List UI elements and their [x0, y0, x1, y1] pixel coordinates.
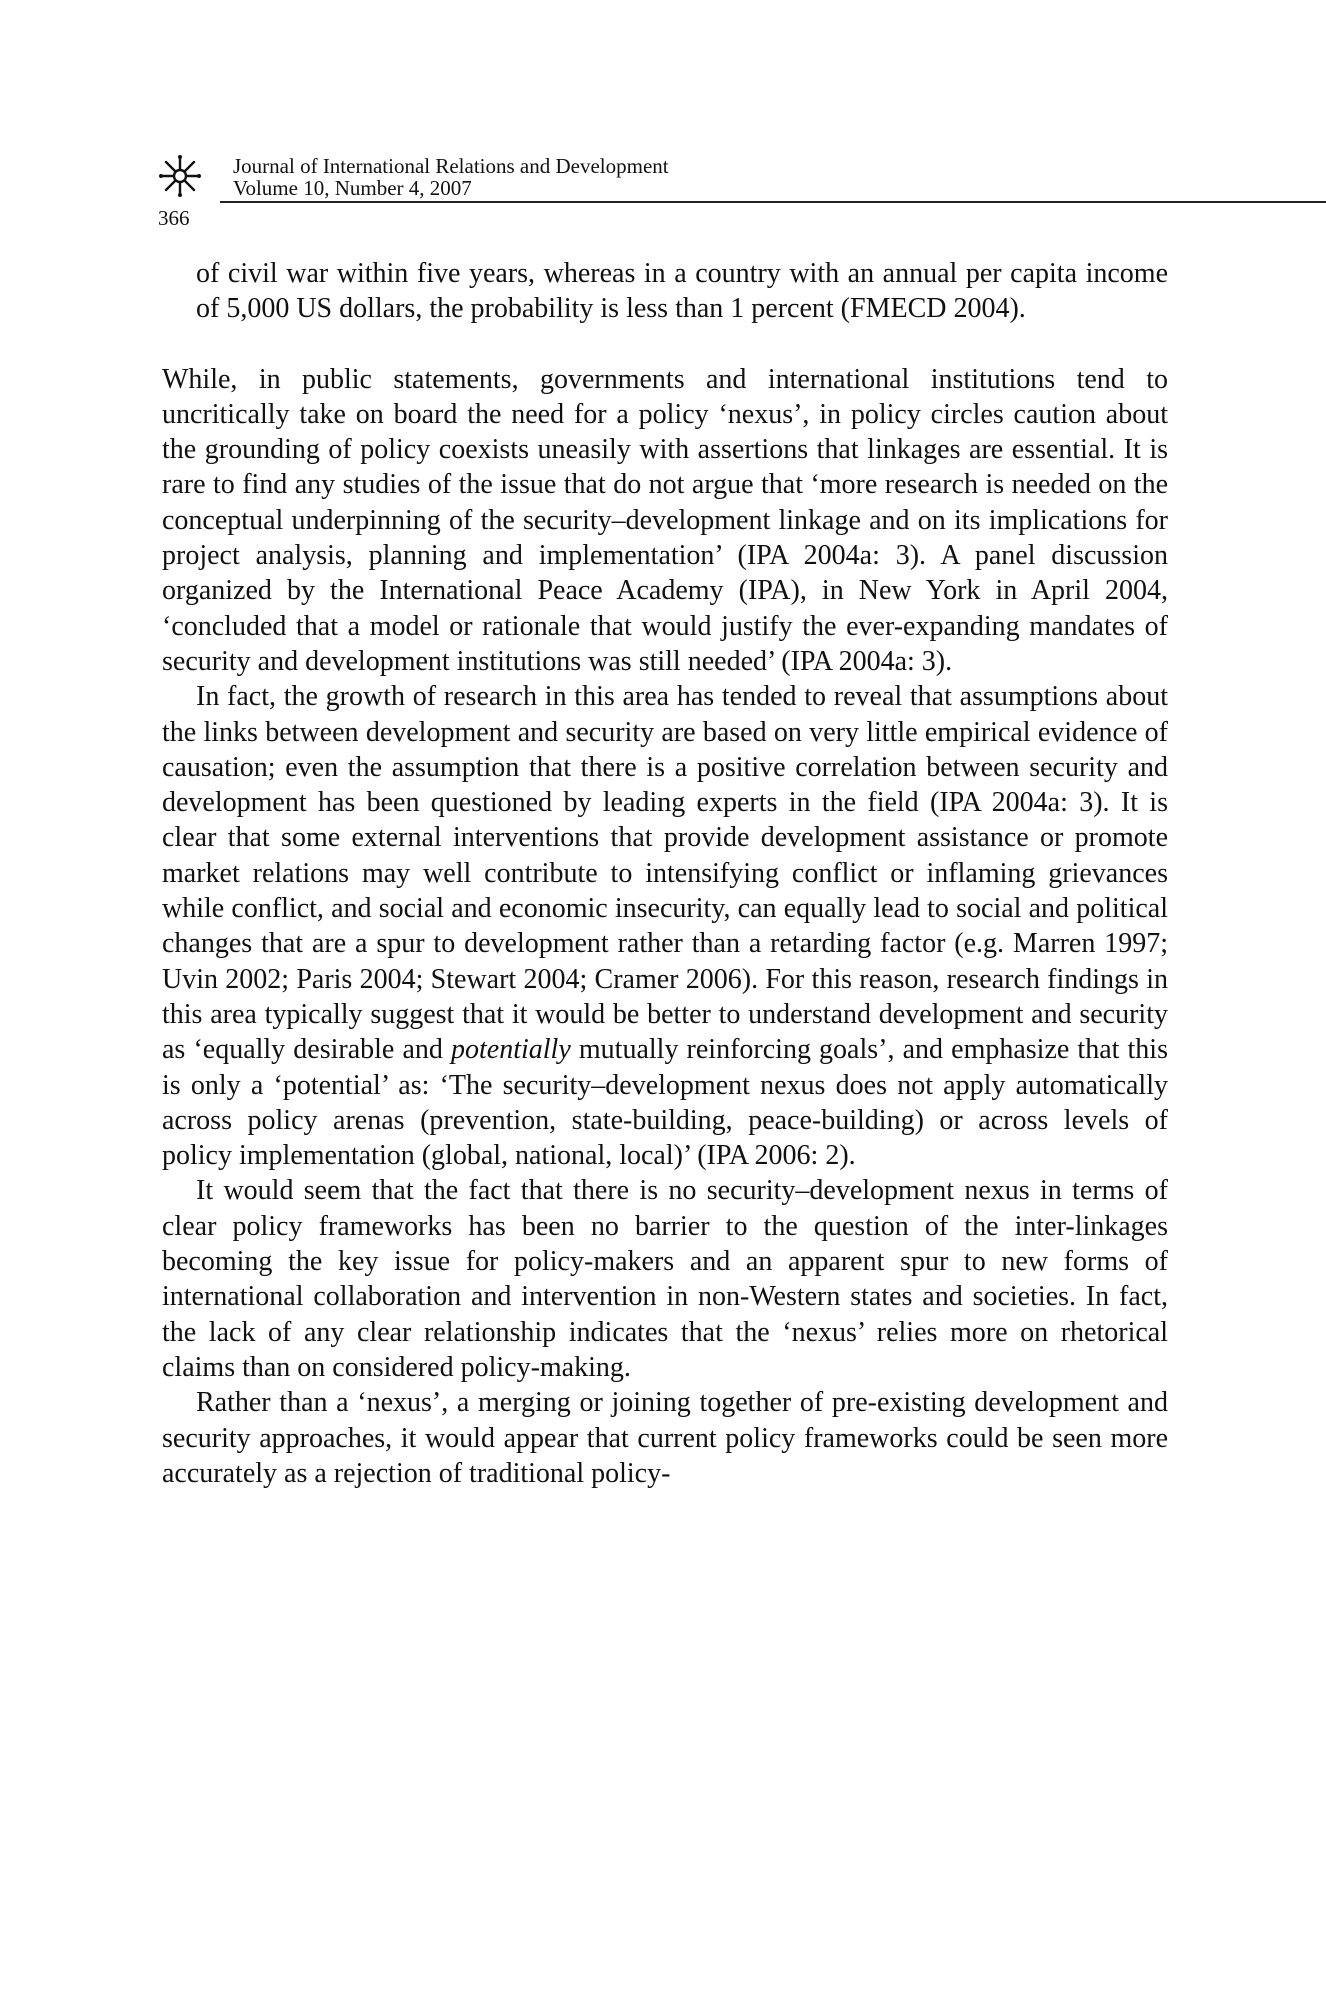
- paragraph-text: mutually reinforcing goals’, and emphasize that this is only a ‘potential’ as: ‘The security–development nexus does not apply automatically across policy arenas (prevention, state-building, peace-building) or across levels of policy implementation (global, national, local)’ (IPA 2006: 2).: [162, 1034, 1168, 1172]
- journal-star-logo-icon: [158, 154, 202, 198]
- emphasized-text: potentially: [451, 1034, 571, 1066]
- paragraph: While, in public statements, governments and international institutions tend to uncritically take on board the need for a policy ‘nexus’, in policy circles caution about the grounding of policy coexists uneasily with assertions that linkages are essential. It is rare to find any studies of the issue that do not argue that ‘more research is needed on the conceptual underpinning of the security–development linkage and on its implications for project analysis, planning and implementation’ (IPA 2004a: 3). A panel discussion organized by the International Peace Academy (IPA), in New York in April 2004, ‘concluded that a model or rationale that would justify the ever-expanding mandates of security and development institutions was still needed’ (IPA 2004a: 3).: [162, 363, 1168, 677]
- journal-volume-info: Volume 10, Number 4, 2007: [233, 176, 472, 200]
- paragraph: [162, 679, 1168, 1173]
- paragraph-continued: of civil war within five years, whereas in a country with an annual per capita income of 5,000 US dollars, the probability is less than 1 percent (FMECD 2004).: [196, 258, 1168, 325]
- header-divider: [220, 201, 1326, 203]
- page-number: 366: [158, 206, 190, 230]
- journal-title: Journal of International Relations and Development: [233, 154, 669, 178]
- paragraph: Rather than a ‘nexus’, a merging or joining together of pre-existing development and security approaches, it would appear that current policy frameworks could be seen more accurately as a rejection of traditional policy-: [162, 1387, 1168, 1489]
- article-body: [162, 256, 1168, 1491]
- paragraph: It would seem that the fact that there is no security–development nexus in terms of clear policy frameworks has been no barrier to the question of the inter-linkages becoming the key issue for policy-makers and an apparent spur to new forms of international collaboration and intervention in non-Western states and societies. In fact, the lack of any clear relationship indicates that the ‘nexus’ relies more on rhetorical claims than on considered policy-making.: [162, 1175, 1168, 1383]
- paragraph-text: In fact, the growth of research in this area has tended to reveal that assumptions about the links between development and security are based on very little empirical evidence of causation; even the assumption that there is a positive correlation between security and development has been questioned by leading experts in the field (IPA 2004a: 3). It is clear that some external interventions that provide development assistance or promote market relations may well contribute to intensifying conflict or inflaming grievances while conflict, and social and economic insecurity, can equally lead to social and political changes that are a spur to development rather than a retarding factor (e.g. Marren 1997; Uvin 2002; Paris 2004; Stewart 2004; Cramer 2006). For this reason, research findings in this area typically suggest that it would be better to understand development and security as ‘equally desirable and: [162, 681, 1168, 1066]
